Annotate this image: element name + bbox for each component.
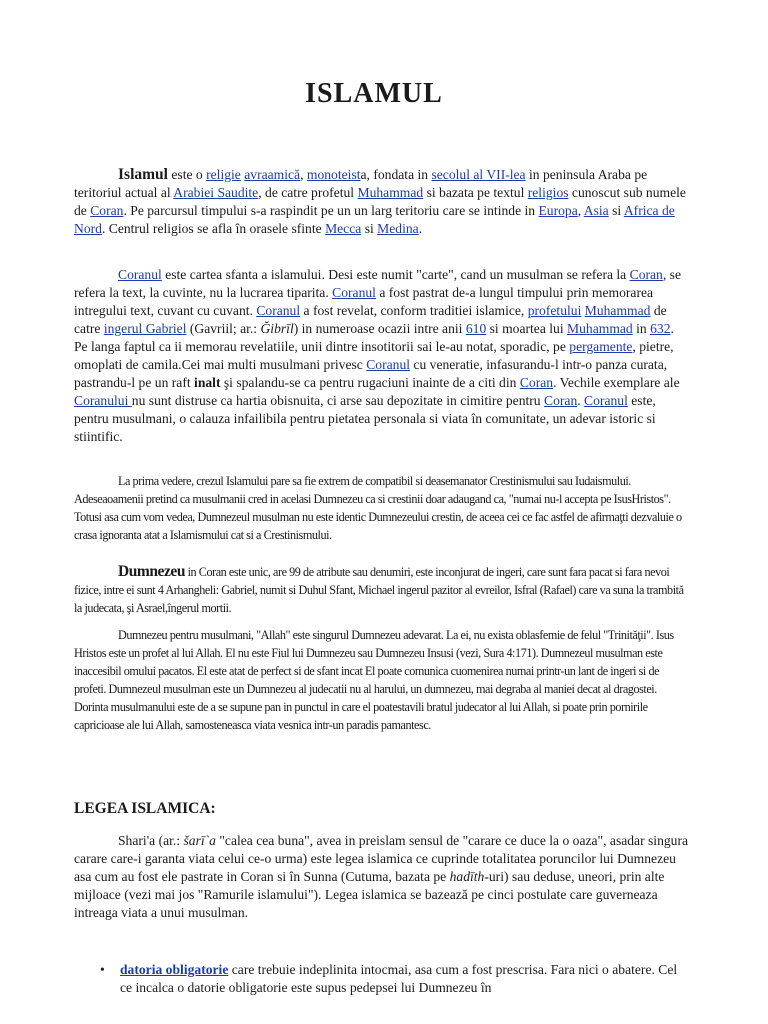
italic-term: hadīth <box>449 869 485 884</box>
text: , <box>300 167 307 182</box>
link-religie[interactable]: religie <box>206 167 241 182</box>
link-europa[interactable]: Europa <box>538 203 578 218</box>
intro-paragraph <box>74 166 690 238</box>
section-heading: LEGEA ISLAMICA: <box>74 800 216 817</box>
italic-term: šarī`a <box>183 833 216 848</box>
text: "calea cea buna", avea in preislam sensul de "carare ce duce la o oaza", asadar singura carare care-i garanta viata celui ce-o urma) este legea islamica ce cuprinde totalitatea poruncilor lui Dumnezeu asa cum au fost ele pastrate in Coran si în Sunna (Cutuma, bazata pe <box>74 833 689 884</box>
text: a fost revelat, conform traditiei islamice, <box>300 303 528 318</box>
text: a fost pastrat de-a lungul timpului prin memorarea intregului text, cuvant cu cuvant. <box>74 285 654 318</box>
link-profetului[interactable]: profetului <box>527 303 582 318</box>
link-coran[interactable]: Coran <box>519 375 554 390</box>
text: este, pentru musulmani, o calauza infailibila pentru pietatea personala si viata în comunitate, un adevar istoric si stiintific. <box>74 393 656 444</box>
text: şi spalandu-se ca pentru rugaciuni inainte de a citi din <box>220 375 520 390</box>
text: si <box>608 203 624 218</box>
link-632[interactable]: 632 <box>650 321 671 336</box>
link-medina[interactable]: Medina <box>377 221 419 236</box>
bullet-icon: • <box>100 962 105 977</box>
link-coran[interactable]: Coran <box>629 267 663 282</box>
text: in peninsula Araba pe teritoriul actual al <box>74 167 648 200</box>
text: . <box>418 221 423 236</box>
text: Dumnezeu pentru musulmani, "Allah" este singurul Dumnezeu adevarat. La ei, nu exista oblasfemie de felul "Trinităţii". Isus Hristos este un profet al lui Allah. El nu este Fiul lui Dumnezeu sau Dumnezeu Insusi (vezi, Sura 4:171). Dumnezeul musulman este inaccesibil omului pacatos. El este atat de perfect si de sfant incat El poate comunica cuomenirea numai printr-un lant de ingeri si de profeti. Dumnezeul musulman este un Dumnezeu al judecatii nu al harului, un dumnezeu, mai degraba al maniei decat al dragostei. Dorinta musulmanului este de a se supune pan in punctul in care el poatestavili bratul judecator al lui Allah, si poate prin pornirile capricioase ale lui Allah, samosteneasca viata vesnica intr-un paradis pamantesc. <box>74 628 674 732</box>
link-asia[interactable]: Asia <box>583 203 609 218</box>
link-coran[interactable]: Coran <box>544 393 578 408</box>
postulate-list <box>74 961 690 997</box>
link-pergamente[interactable]: pergamente <box>569 339 633 354</box>
text: este o <box>167 167 207 182</box>
text: nu sunt distruse ca hartia obisnuita, ci arse sau depozitate in cimitire pentru <box>131 393 545 408</box>
bold-term: inalt <box>194 375 221 390</box>
text: in Coran este unic, are 99 de atribute sau denumiri, este inconjurat de ingeri, care sunt fara pacat si fara nevoi fizice, intre ei sunt 4 Arhangheli: Gabriel, numit si Duhul Sfant, Michael ingerul pazitor al evreilor, Isfral (Rafael) care va suna la trambită la judecata, şi Asrael,îngerul mortii. <box>74 565 684 615</box>
text: a, fondata in <box>360 167 432 182</box>
dumnezeu-paragraph <box>74 563 690 617</box>
text: , de catre profetul <box>258 185 358 200</box>
link-ingerul-gabriel[interactable]: ingerul Gabriel <box>103 321 187 336</box>
text: Shari'a (ar.: <box>118 833 184 848</box>
text: de catre <box>74 303 667 336</box>
text: , se refera la text, la cuvinte, nu la lucrarea tiparita. <box>74 267 681 300</box>
lead-term: Dumnezeu <box>118 563 186 580</box>
text: . Pe langa faptul ca ii memorau revelatiile, unii dintre insotitorii sai le-au notat, sporadic, pe <box>74 321 674 354</box>
link-coranul[interactable]: Coranul <box>118 267 162 282</box>
link-monoteist[interactable]: monoteist <box>306 167 361 182</box>
link-africa-de-nord[interactable]: Africa de Nord <box>74 203 675 236</box>
link-datoria-obligatorie[interactable]: datoria obligatorie <box>120 962 229 977</box>
text: . Pe parcursul timpului s-a raspindit pe un un larg teritoriu care se intinde in <box>123 203 539 218</box>
text: cunoscut sub numele de <box>74 185 686 218</box>
text: . <box>577 393 585 408</box>
link-muhammad[interactable]: Muhammad <box>357 185 424 200</box>
list-item <box>74 961 690 997</box>
text: , pietre, omoplati de camila.Cei mai multi musulmani privesc <box>74 339 674 372</box>
text: (Gavriil; ar.: <box>186 321 261 336</box>
crez-paragraph <box>74 472 690 544</box>
lead-term: Islamul <box>118 166 168 183</box>
allah-paragraph <box>74 626 690 734</box>
link-secolul[interactable]: secolul al VII-lea <box>431 167 526 182</box>
link-coranul[interactable]: Coranul <box>366 357 411 372</box>
link-coranului[interactable]: Coranului <box>74 393 132 408</box>
page-title: ISLAMUL <box>305 78 443 109</box>
text: si bazata pe textul <box>423 185 528 200</box>
link-coranul[interactable]: Coranul <box>332 285 376 300</box>
link-mecca[interactable]: Mecca <box>325 221 362 236</box>
italic-term: Ğibrīl <box>260 321 294 336</box>
text: cu veneratie, infasurandu-l intr-o panza curata, pastrandu-l pe un raft <box>74 357 668 390</box>
link-muhammad[interactable]: Muhammad <box>584 303 651 318</box>
text: in <box>632 321 651 336</box>
text: care trebuie indeplinita intocmai, asa cum a fost prescrisa. Fara nici o abatere. Cel ce incalca o datorie obligatorie este supus pedepsei lui Dumnezeu în <box>120 962 678 995</box>
link-avraamica[interactable]: avraamică <box>244 167 301 182</box>
text: La prima vedere, crezul Islamului pare sa fie extrem de compatibil si deasemanator Crestinismului sau Iudaismului. Adeseaoamenii pretind ca musulmanii cred in acelasi Dumnezeu ca si crestinii doar adaugand ca, "numai nu-l accepta pe IsusHristos". Totusi asa cum vom vedea, Dumnezeul musulman nu este identic Dumnezeului crestin, de aceea cei ce fac astfel de afirmaţti dezvaluie o crasa ignoranta atat a Islamismului cat si a Crestinismului. <box>74 474 682 542</box>
text: , <box>577 203 584 218</box>
text: . Vechile exemplare ale <box>553 375 680 390</box>
text: -uri) sau deduse, uneori, prin alte mijloace (vezi mai jos "Ramurile islamului"). Legea islamica se bazează pe cinci postulate care guverneaza intreaga viata a unui musulman. <box>74 869 665 920</box>
coran-paragraph <box>74 266 690 446</box>
link-coranul[interactable]: Coranul <box>256 303 301 318</box>
link-arabiei-saudite[interactable]: Arabiei Saudite <box>173 185 259 200</box>
link-coran[interactable]: Coran <box>90 203 124 218</box>
link-610[interactable]: 610 <box>465 321 487 336</box>
text: . Centrul religios se afla în orasele sfinte <box>101 221 326 236</box>
sharia-paragraph <box>74 832 690 922</box>
link-coranul[interactable]: Coranul <box>584 393 628 408</box>
text: si <box>361 221 378 236</box>
text: si moartea lui <box>486 321 568 336</box>
text: ) in numeroase ocazii intre anii <box>293 321 466 336</box>
link-muhammad[interactable]: Muhammad <box>567 321 633 336</box>
text: este cartea sfanta a islamului. Desi este numit "carte", cand un musulman se refera la <box>161 267 630 282</box>
link-religios[interactable]: religios <box>527 185 569 200</box>
